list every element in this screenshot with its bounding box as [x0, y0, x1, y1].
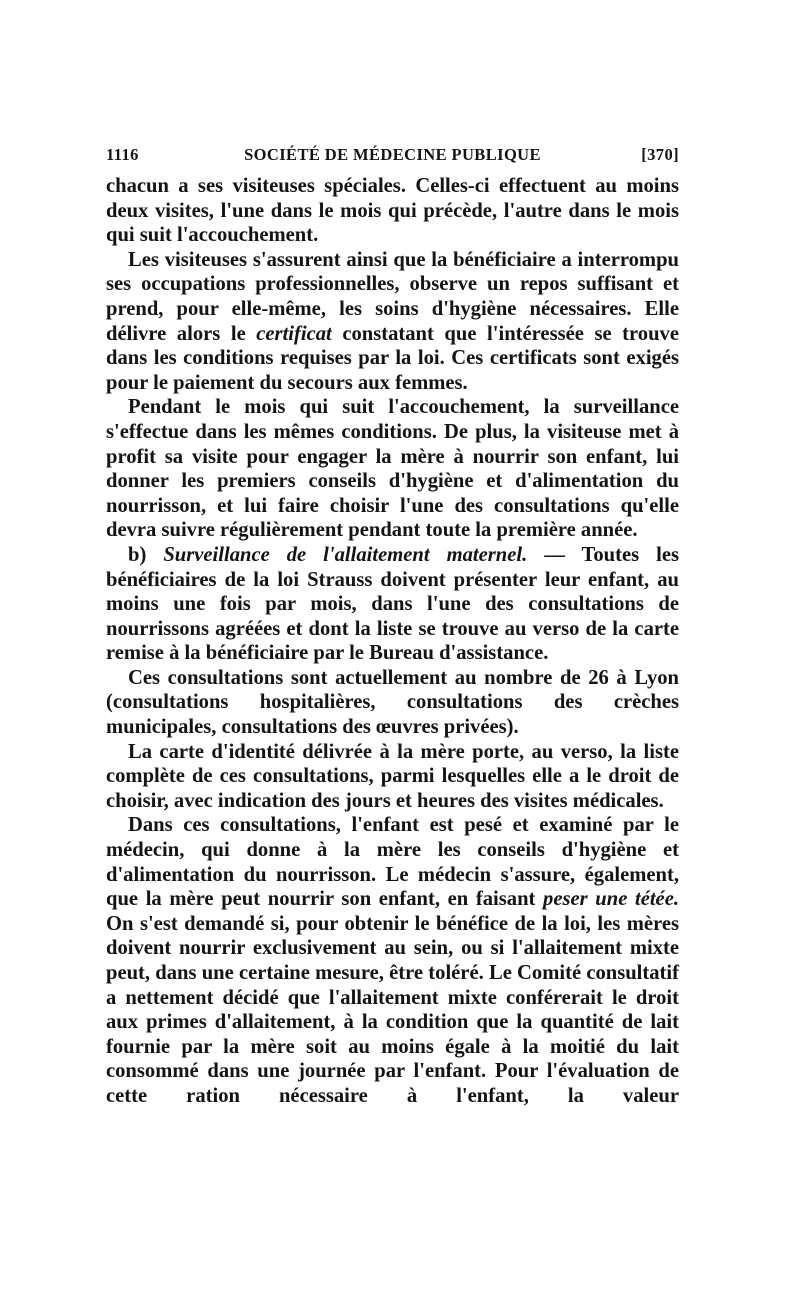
paragraph-2-text-before: Les visiteuses s'assurent ainsi que la bénéficiaire a interrompu ses occupations professionnelles, observe un repos suffisant et prend, pour elle-même, les soins d'hygiène nécessaires. Elle délivre alors le: [106, 248, 679, 345]
paragraph-2-text-after: constatant que l'intéressée se trouve dans les conditions requises par la loi. Ces certificats sont exigés pour le paiement du secours aux femmes.: [106, 322, 679, 394]
paragraph-3: Pendant le mois qui suit l'accouchement, la surveillance s'effectue dans les mêmes conditions. De plus, la visiteuse met à profit sa visite pour engager la mère à nourrir son enfant, lui donner les premiers conseils d'hygiène et d'alimentation du nourrisson, et lui faire choisir l'une des consultations qu'elle devra suivre régulièrement pendant toute la première année.: [106, 396, 679, 542]
paragraph-7: [106, 813, 679, 1108]
paragraph-7-italic: peser une tétée.: [543, 888, 679, 911]
paragraph-7-text-after: On s'est demandé si, pour obtenir le bénéfice de la loi, les mères doivent nourrir exclusivement au sein, ou si l'allaitement mixte peut, dans une certaine mesure, être toléré. Le Comité consultatif a nettement décidé que l'allaitement mixte conférerait le droit aux primes d'allaitement, à la condition que la quantité de lait fournie par la mère soit au moins égale à la moitié du lait consommé dans une journée par l'enfant. Pour l'évaluation de cette ration nécessaire à l'enfant, la valeur: [106, 912, 679, 1107]
paragraph-4-italic: Surveillance de l'allaitement maternel.: [163, 543, 528, 566]
paragraph-4: [106, 543, 679, 666]
book-page: [106, 140, 679, 1109]
paragraph-5: Ces consultations sont actuellement au nombre de 26 à Lyon (consultations hospitalières, consultations des crèches municipales, consultations des œuvres privées).: [106, 666, 679, 739]
bracket-number: [370]: [641, 145, 679, 164]
paragraph-6: La carte d'identité délivrée à la mère porte, au verso, la liste complète de ces consultations, parmi lesquelles elle a le droit de choisir, avec indication des jours et heures des visites médicales.: [106, 740, 679, 812]
page-header: [106, 140, 679, 174]
page-number: 1116: [106, 145, 139, 164]
paragraph-2: [106, 248, 679, 396]
paragraph-7-text-before: Dans ces consultations, l'enfant est pesé et examiné par le médecin, qui donne à la mère les conseils d'hygiène et d'alimentation du nourrisson. Le médecin s'assure, également, que la mère peut nourrir son enfant, en faisant: [106, 814, 679, 911]
paragraph-4-text-after: — Toutes les bénéficiaires de la loi Strauss doivent présenter leur enfant, au moins une fois par mois, dans l'une des consultations de nourrissons agréées et dont la liste se trouve au verso de la carte remise à la bénéficiaire par le Bureau d'assistance.: [106, 543, 679, 665]
paragraph-1: chacun a ses visiteuses spéciales. Celles-ci effectuent au moins deux visites, l'une dans le mois qui précède, l'autre dans le mois qui suit l'accouchement.: [106, 175, 679, 247]
paragraph-4-text-before: b): [128, 543, 164, 566]
paragraph-2-italic: certificat: [256, 322, 332, 345]
running-title: SOCIÉTÉ DE MÉDECINE PUBLIQUE: [244, 145, 541, 164]
